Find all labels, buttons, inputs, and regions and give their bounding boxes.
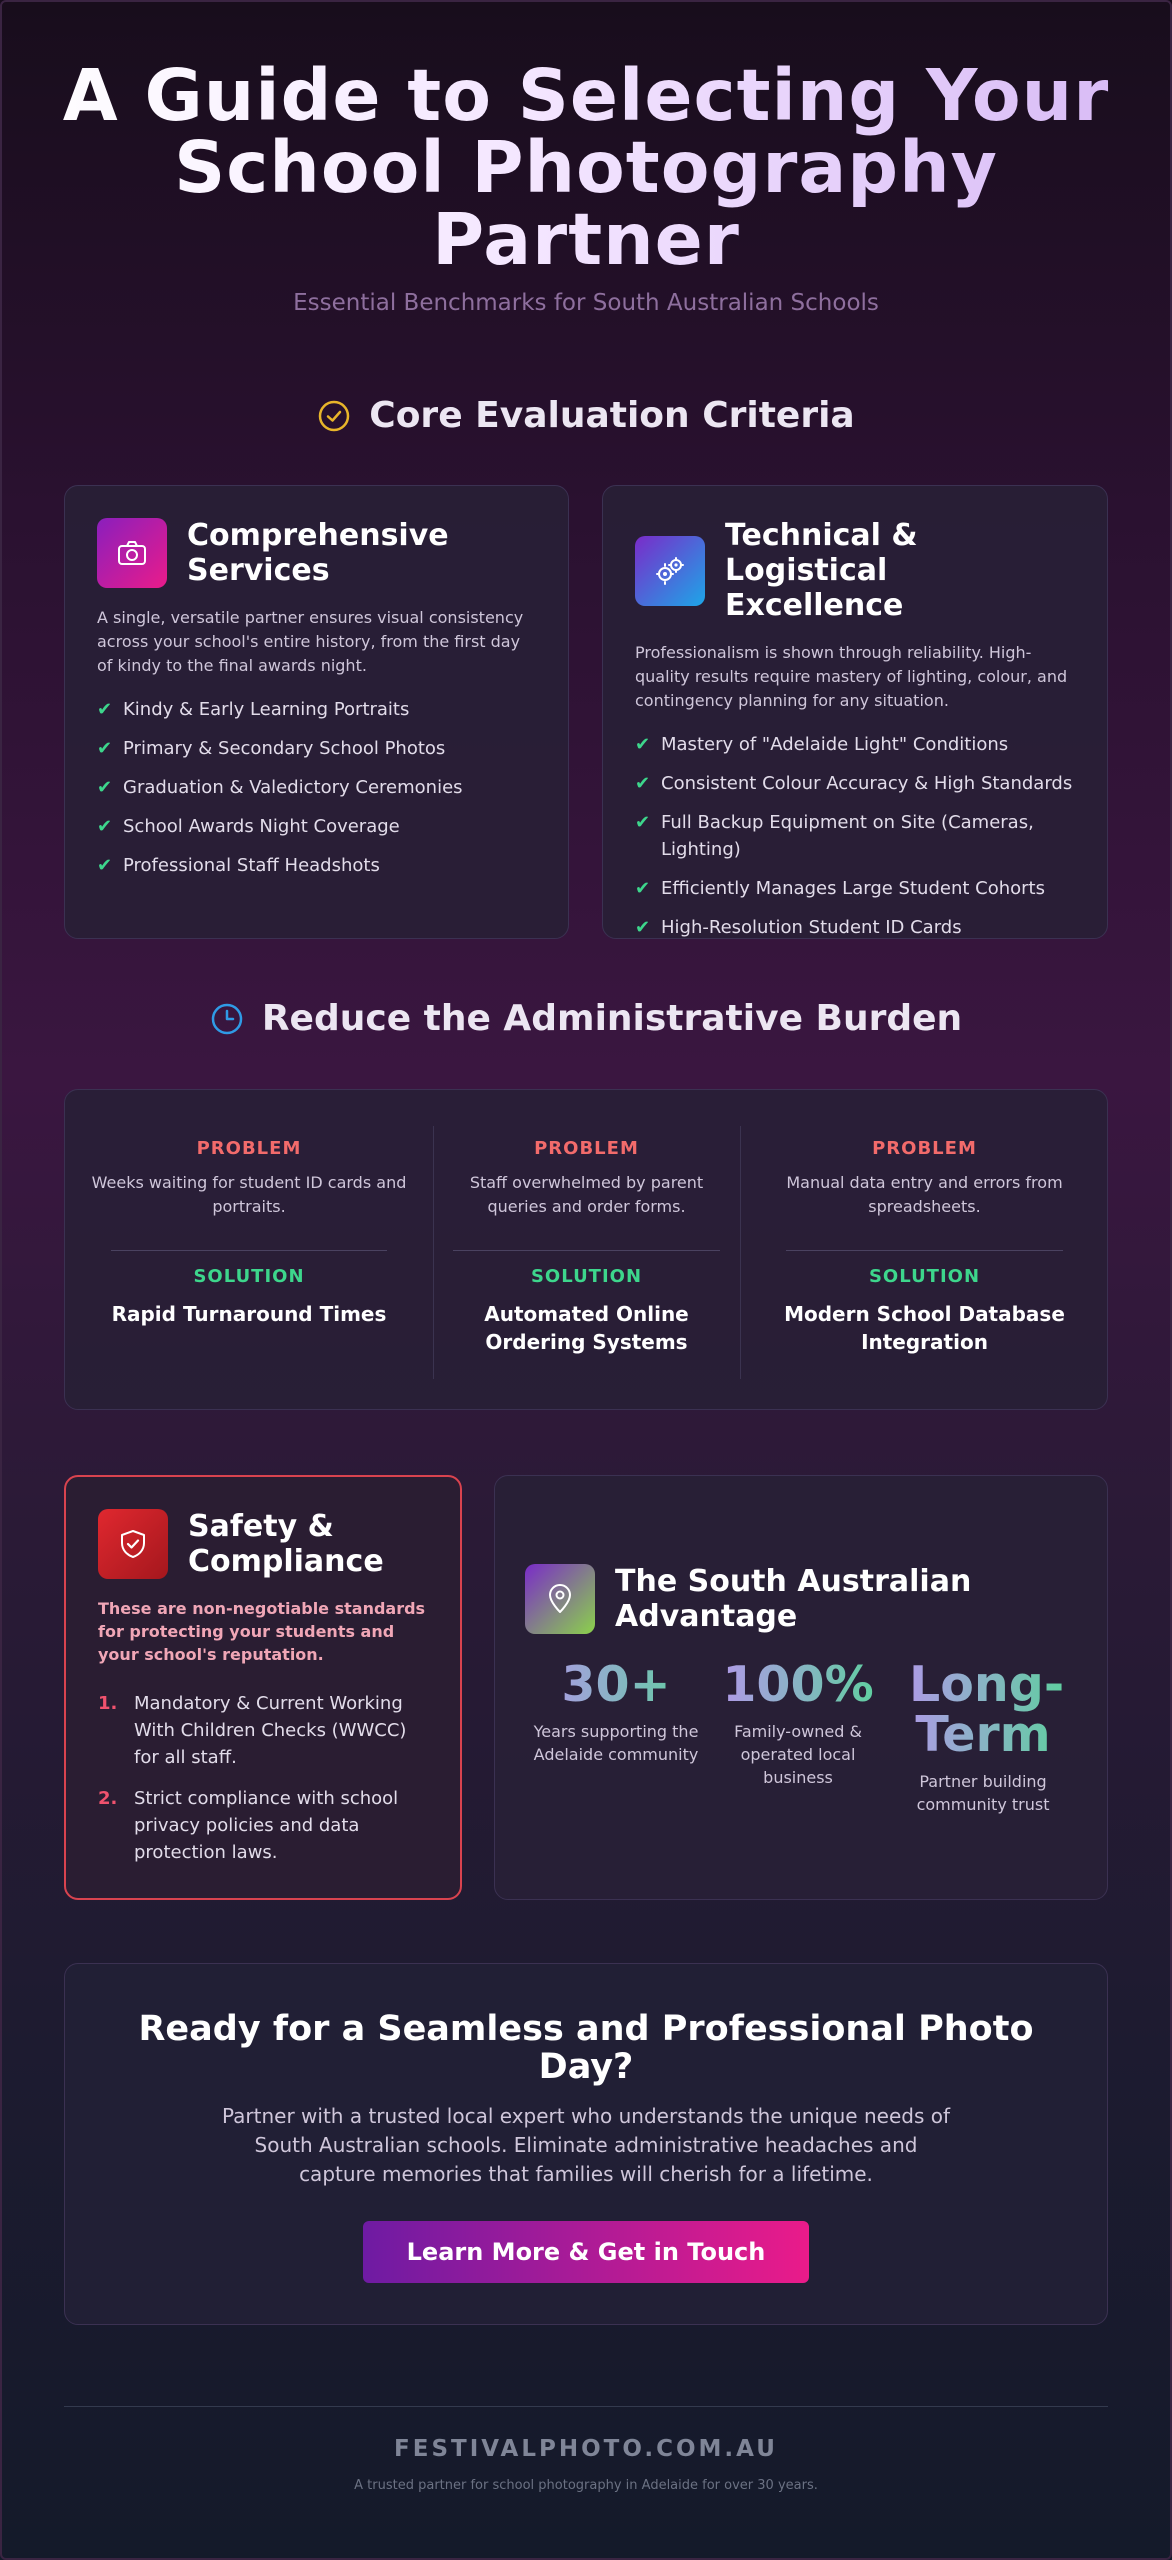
cta-card bbox=[64, 1963, 1108, 2325]
clock-icon bbox=[210, 1002, 244, 1036]
safety-intro: These are non-negotiable standards for protecting your students and your school's reputation. bbox=[98, 1599, 426, 1664]
advantage-title: The South Australian Advantage bbox=[615, 1564, 972, 1634]
technical-card bbox=[602, 485, 1108, 939]
footer-brand[interactable]: FESTIVALPHOTO.COM.AU bbox=[394, 2436, 778, 2462]
list-item: ✔ Consistent Colour Accuracy & High Standards bbox=[635, 770, 1075, 797]
admin-section-title bbox=[0, 998, 1172, 1039]
safety-list bbox=[98, 1690, 428, 1866]
technical-description: Professionalism is shown through reliability. High-quality results require mastery of lighting, colour, and contingency planning for any situation. bbox=[635, 643, 1068, 710]
cta-text: Partner with a trusted local expert who understands the unique needs of South Australian schools. Eliminate administrative headaches and capture memories that families will cherish for a lifetime. bbox=[222, 2104, 950, 2186]
admin-section-heading: Reduce the Administrative Burden bbox=[261, 998, 963, 1039]
advantage-icon-box bbox=[525, 1564, 595, 1634]
checkmark-icon: ✔ bbox=[97, 777, 113, 798]
hero bbox=[0, 54, 1172, 316]
stats-row bbox=[525, 1656, 1077, 1816]
safety-card bbox=[64, 1475, 462, 1900]
problem-solution-column bbox=[740, 1090, 1109, 1409]
checkmark-icon: ✔ bbox=[635, 812, 651, 833]
page-subtitle: Essential Benchmarks for South Australian Schools bbox=[293, 290, 879, 316]
list-item: 1. Mandatory & Current Working With Children Checks (WWCC) for all staff. bbox=[98, 1693, 407, 1768]
services-list bbox=[97, 696, 536, 879]
solution-label: SOLUTION bbox=[530, 1266, 643, 1287]
services-description: A single, versatile partner ensures visual consistency across your school's entire history, from the first day of kindy to the final awards night. bbox=[97, 608, 524, 675]
solution-text: Rapid Turnaround Times bbox=[111, 1302, 387, 1326]
technical-title: Technical & Logistical Excellence bbox=[725, 518, 918, 623]
stat-value: 100% bbox=[707, 1660, 889, 1710]
stat-label: Partner building community trust bbox=[916, 1772, 1050, 1814]
stat-years bbox=[525, 1656, 707, 1816]
stat-value: Long-Term bbox=[889, 1660, 1077, 1760]
list-item: ✔ Primary & Secondary School Photos bbox=[97, 735, 536, 762]
problem-label: PROBLEM bbox=[872, 1138, 977, 1159]
technical-icon-box bbox=[635, 536, 705, 606]
admin-card bbox=[64, 1089, 1108, 1410]
problem-label: PROBLEM bbox=[196, 1138, 302, 1159]
stat-long-term bbox=[889, 1656, 1077, 1816]
technical-list bbox=[635, 731, 1075, 941]
divider bbox=[786, 1250, 1063, 1251]
footer-tagline: A trusted partner for school photography in Adelaide for over 30 years. bbox=[354, 2478, 818, 2493]
stat-label: Years supporting the Adelaide community bbox=[533, 1722, 699, 1764]
map-pin-icon bbox=[543, 1582, 577, 1616]
check-circle-icon bbox=[317, 399, 351, 433]
list-item: ✔ Kindy & Early Learning Portraits bbox=[97, 696, 536, 723]
services-card bbox=[64, 485, 569, 939]
problem-text: Staff overwhelmed by parent queries and order forms. bbox=[469, 1173, 704, 1216]
safety-title: Safety & Compliance bbox=[188, 1509, 384, 1579]
checkmark-icon: ✔ bbox=[97, 855, 113, 876]
list-item: ✔ School Awards Night Coverage bbox=[97, 813, 536, 840]
page-title: A Guide to Selecting Your School Photography Partner bbox=[0, 60, 1172, 276]
problem-text: Manual data entry and errors from spreadsheets. bbox=[786, 1173, 1063, 1216]
stat-family-owned bbox=[707, 1656, 889, 1816]
stat-value: 30+ bbox=[525, 1660, 707, 1710]
solution-label: SOLUTION bbox=[868, 1266, 981, 1287]
list-item: 2. Strict compliance with school privacy policies and data protection laws. bbox=[98, 1788, 399, 1863]
core-section-title bbox=[0, 395, 1172, 436]
footer-divider bbox=[64, 2406, 1108, 2407]
cta-title: Ready for a Seamless and Professional Photo Day? bbox=[138, 2009, 1034, 2087]
learn-more-button[interactable]: Learn More & Get in Touch bbox=[363, 2221, 809, 2283]
checkmark-icon: ✔ bbox=[635, 734, 651, 755]
advantage-card bbox=[494, 1475, 1108, 1900]
safety-icon-box bbox=[98, 1509, 168, 1579]
list-item: ✔ Efficiently Manages Large Student Cohorts bbox=[635, 875, 1075, 902]
checkmark-icon: ✔ bbox=[635, 878, 651, 899]
footer bbox=[0, 2436, 1172, 2493]
problem-text: Weeks waiting for student ID cards and portraits. bbox=[91, 1173, 407, 1216]
gears-icon bbox=[653, 554, 687, 588]
solution-text: Automated Online Ordering Systems bbox=[484, 1302, 689, 1354]
stat-label: Family-owned & operated local business bbox=[734, 1722, 862, 1787]
core-section-heading: Core Evaluation Criteria bbox=[369, 395, 855, 436]
problem-label: PROBLEM bbox=[534, 1138, 639, 1159]
list-item: ✔ Professional Staff Headshots bbox=[97, 852, 536, 879]
checkmark-icon: ✔ bbox=[635, 773, 651, 794]
list-item: ✔ Full Backup Equipment on Site (Cameras, Lighting) bbox=[635, 809, 1075, 863]
solution-text: Modern School Database Integration bbox=[784, 1302, 1065, 1354]
shield-check-icon bbox=[116, 1527, 150, 1561]
camera-icon bbox=[115, 536, 149, 570]
services-icon-box bbox=[97, 518, 167, 588]
checkmark-icon: ✔ bbox=[97, 816, 113, 837]
problem-solution-column bbox=[65, 1090, 433, 1409]
divider bbox=[453, 1250, 720, 1251]
checkmark-icon: ✔ bbox=[97, 699, 113, 720]
checkmark-icon: ✔ bbox=[97, 738, 113, 759]
list-item: ✔ Mastery of "Adelaide Light" Conditions bbox=[635, 731, 1075, 758]
list-item: ✔ High-Resolution Student ID Cards bbox=[635, 914, 1075, 941]
problem-solution-column bbox=[433, 1090, 740, 1409]
checkmark-icon: ✔ bbox=[635, 917, 651, 938]
list-item: ✔ Graduation & Valedictory Ceremonies bbox=[97, 774, 536, 801]
solution-label: SOLUTION bbox=[193, 1266, 305, 1287]
divider bbox=[111, 1250, 387, 1251]
services-title: Comprehensive Services bbox=[187, 518, 449, 588]
